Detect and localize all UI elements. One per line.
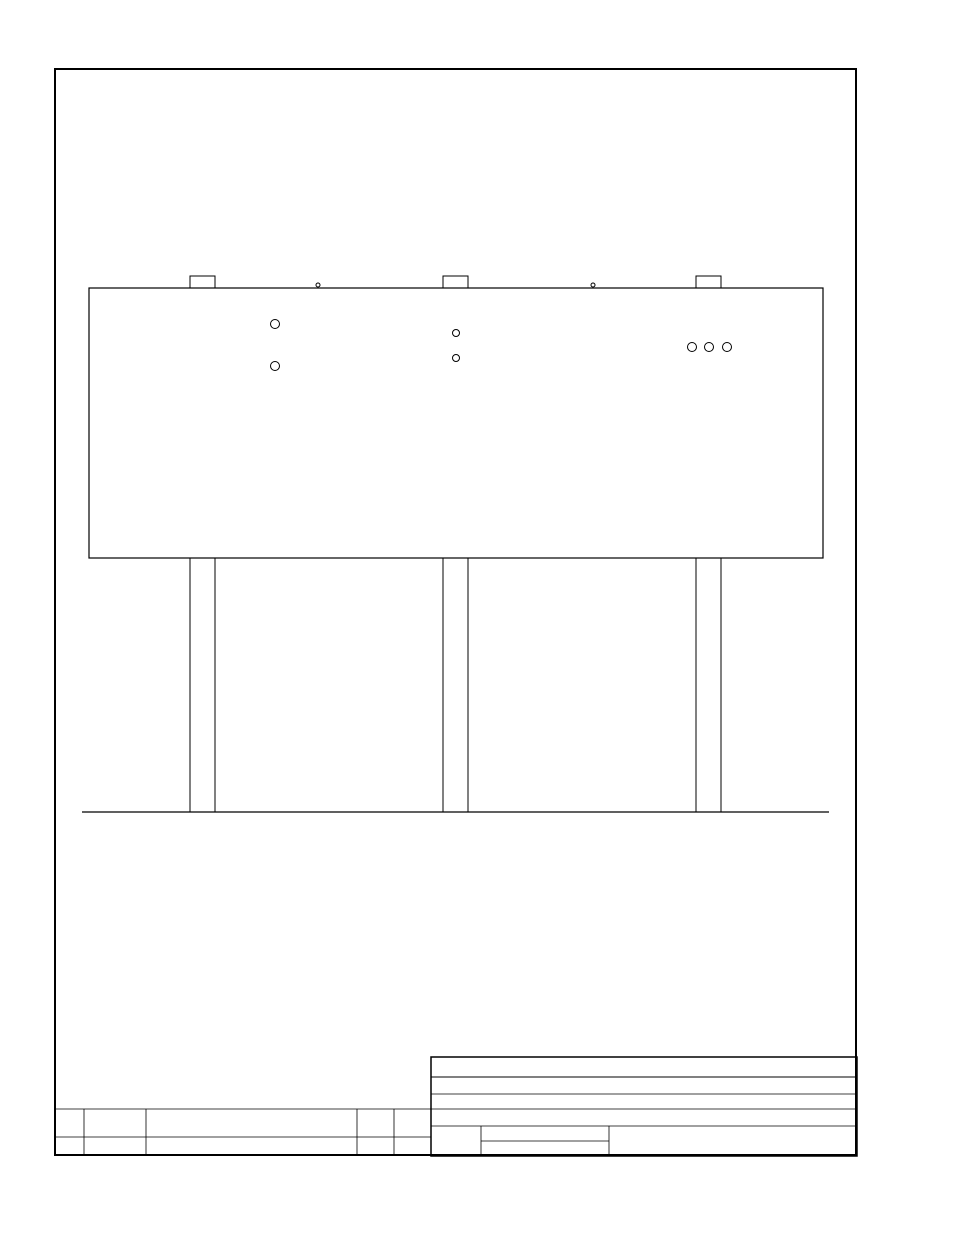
spec-power-requirements [124,913,140,927]
lap-indicator-lamp [271,320,280,329]
spec-weight [124,886,140,900]
colon-lamp-top [453,330,460,337]
spec-digits-note [124,968,132,982]
time-indicator-lamp [271,362,280,371]
sign-cabinet [89,288,823,558]
mounting-brackets [190,276,721,288]
title-block-lines [54,1057,857,1156]
status-lamp-3 [723,343,732,352]
status-lamp-2 [705,343,714,352]
spec-maximum-power-demand [124,940,140,954]
spec-overall-dimensions [124,859,140,873]
support-posts [190,558,721,812]
status-lamp-1 [688,343,697,352]
colon-lamp-bottom [453,355,460,362]
